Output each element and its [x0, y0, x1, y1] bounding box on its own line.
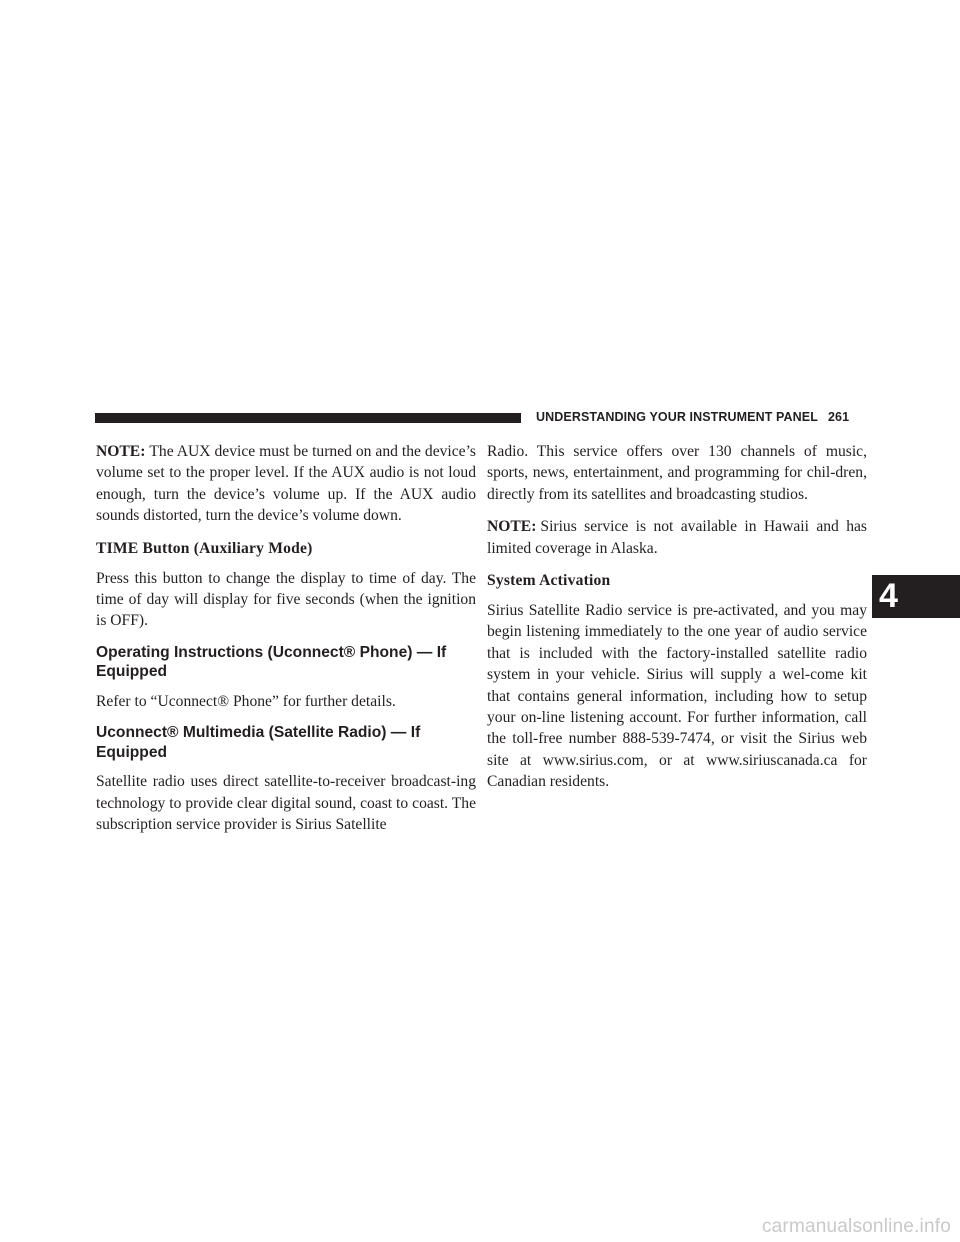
time-button-text: Press this button to change the display to time of day. The time of day will display for five seconds (when the ignition is OFF).	[96, 569, 476, 630]
time-button-heading: TIME Button (Auxiliary Mode)	[96, 539, 313, 557]
left-column	[96, 441, 476, 835]
multimedia-text: Satellite radio uses direct satellite-to-receiver broadcast-ing technology to provide clear digital sound, coast to coast. The subscription service provider is Sirius Satellite	[96, 773, 476, 834]
note-label: NOTE:	[96, 443, 146, 460]
right-column	[487, 441, 867, 793]
note-text: Sirius service is not available in Hawaii and has limited coverage in Alaska.	[487, 518, 867, 557]
note-text: The AUX device must be turned on and the device’s volume set to the proper level. If the AUX audio is not loud enough, turn the device’s volume up. If the AUX audio sounds distorted, turn the device’s volume down.	[96, 443, 476, 525]
chapter-tab	[872, 575, 960, 618]
note-label: NOTE:	[487, 518, 537, 536]
chapter-number: 4	[879, 577, 898, 615]
multimedia-heading: Uconnect® Multimedia (Satellite Radio) — If Equipped	[96, 724, 421, 761]
phone-heading: Operating Instructions (Uconnect® Phone) — If Equipped	[96, 643, 447, 681]
activation-heading: System Activation	[487, 572, 611, 590]
watermark: carmanualsonline.info	[761, 1216, 951, 1237]
phone-text: Refer to “Uconnect® Phone” for further details.	[96, 692, 396, 710]
page-number: 261	[827, 410, 850, 424]
note-sirius-coverage	[487, 516, 867, 559]
section-title: UNDERSTANDING YOUR INSTRUMENT PANEL	[536, 410, 818, 424]
note-aux-volume	[96, 441, 476, 527]
header-rule	[95, 413, 521, 423]
activation-text: Sirius Satellite Radio service is pre-activated, and you may begin listening immediately to the one year of audio service that is included with the factory-installed satellite radio system in your vehicle. Sirius will supply a wel-come kit that contains general information, including how to setup your on-line listening account. For further information, call the toll-free number 888-539-7474, or visit the Sirius web site at www.sirius.com, or at www.siriuscanada.ca for Canadian residents.	[487, 602, 867, 791]
running-header	[536, 410, 849, 424]
continued-text: Radio. This service offers over 130 channels of music, sports, news, entertainment, and programming for chil-dren, directly from its satellites and broadcasting studios.	[487, 443, 867, 503]
